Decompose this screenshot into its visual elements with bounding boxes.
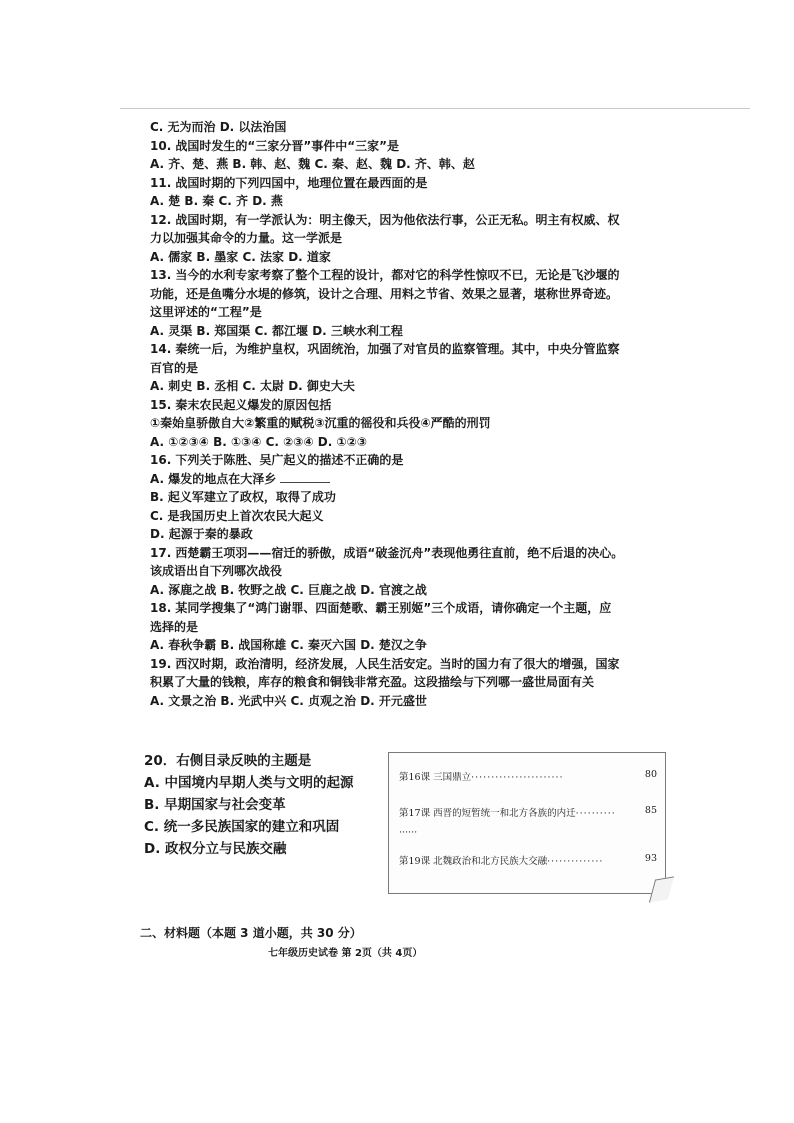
q14-stem-line2: 百官的是 <box>150 360 199 375</box>
q17-stem-line1: 17. 西楚霸王项羽——宿迁的骄傲，成语“破釜沉舟”表现他勇往直前，绝不后退的决心。 <box>150 545 624 560</box>
q16-stem: 16. 下列关于陈胜、吴广起义的描述不正确的是 <box>150 453 404 467</box>
question-block <box>150 118 690 710</box>
q20-option-c: C. 统一多民族国家的建立和巩固 <box>144 819 340 835</box>
q10-stem: 10. 战国时发生的“三家分晋”事件中“三家”是 <box>150 138 399 153</box>
q13-stem-line3: 这里评述的“工程”是 <box>150 305 262 319</box>
q20-option-b: B. 早期国家与社会变革 <box>144 797 286 813</box>
q18-stem-line1: 18. 某同学搜集了“鸿门谢罪、四面楚歌、霸王别姬”三个成语，请你确定一个主题，应 <box>150 601 612 615</box>
page-curl-decoration <box>649 876 674 902</box>
toc-page-number: 80 <box>644 769 657 780</box>
q13-stem-line1: 13. 当今的水利专家考察了整个工程的设计，都对它的科学性惊叹不已，无论是飞沙堰的 <box>150 268 620 282</box>
q12-stem-line1: 12. 战国时期，有一学派认为：明主像天，因为他依法行事，公正无私。明主有权威、权 <box>150 212 620 227</box>
q16-option-c: C. 是我国历史上首次农民大起义 <box>150 508 324 523</box>
toc-entry: 第16课 三国鼎立······················· 80 <box>399 769 657 783</box>
q18-options: A. 春秋争霸 B. 战国称雄 C. 秦灭六国 D. 楚汉之争 <box>150 638 427 652</box>
q10-options: A. 齐、楚、燕 B. 韩、赵、魏 C. 秦、赵、魏 D. 齐、韩、赵 <box>150 157 475 171</box>
q16-option-a: A. 爆发的地点在大泽乡 <box>150 470 690 489</box>
q16-option-d: D. 起源于秦的暴政 <box>150 527 253 541</box>
q12-stem-line2: 力以加强其命令的力量。这一学派是 <box>150 231 343 245</box>
q19-options: A. 文景之治 B. 光武中兴 C. 贞观之治 D. 开元盛世 <box>150 693 427 708</box>
q11-stem: 11. 战国时期的下列四国中，地理位置在最西面的是 <box>150 175 428 190</box>
q17-options: A. 涿鹿之战 B. 牧野之战 C. 巨鹿之战 D. 官渡之战 <box>150 582 427 597</box>
q15-options: A. ①②③④ B. ①③④ C. ②③④ D. ①②③ <box>150 434 367 449</box>
q9-option-cd: C. 无为而治 D. 以法治国 <box>150 120 287 134</box>
toc-ellipsis: ······ <box>399 827 418 838</box>
q20-option-d: D. 政权分立与民族交融 <box>144 841 287 857</box>
toc-page-number: 85 <box>644 805 657 816</box>
q19-stem-line2: 积累了大量的钱粮，库存的粮食和铜钱非常充盈。这段描绘与下列哪一盛世局面有关 <box>150 675 595 689</box>
q13-stem-line2: 功能，还是鱼嘴分水堤的修筑，设计之合理、用料之节省、效果之显著，堪称世界奇迹。 <box>150 286 619 301</box>
q13-options: A. 灵渠 B. 郑国渠 C. 都江堰 D. 三峡水利工程 <box>150 323 403 338</box>
page-footer: 七年级历史试卷 第 2页（共 4页） <box>268 948 423 959</box>
q16-option-b: B. 起义军建立了政权，取得了成功 <box>150 490 336 504</box>
q15-items: ①秦始皇骄傲自大②繁重的赋税③沉重的徭役和兵役④严酷的刑罚 <box>150 416 491 430</box>
toc-page-number: 93 <box>644 853 657 864</box>
q18-stem-line2: 选择的是 <box>150 619 199 634</box>
q12-options: A. 儒家 B. 墨家 C. 法家 D. 道家 <box>150 249 331 264</box>
toc-entry: 第17课 西晋的短暂统一和北方各族的内迁·········· 85 <box>399 805 657 819</box>
toc-entry: 第19课 北魏政治和北方民族大交融·············· 93 <box>399 853 657 867</box>
section-heading: 二、材料题（本题 3 道小题，共 30 分） <box>140 926 362 940</box>
q19-stem-line1: 19. 西汉时期，政治清明，经济发展，人民生活安定。当时的国力有了很大的增强，国家 <box>150 656 620 671</box>
table-of-contents-image <box>388 752 666 894</box>
q14-options: A. 刺史 B. 丞相 C. 太尉 D. 御史大夫 <box>150 379 355 393</box>
q20-block <box>144 750 394 860</box>
answer-blank <box>280 470 330 483</box>
page-top-rule <box>120 108 750 109</box>
q20-option-a: A. 中国境内早期人类与文明的起源 <box>144 775 354 791</box>
q11-options: A. 楚 B. 秦 C. 齐 D. 燕 <box>150 194 283 208</box>
q14-stem-line1: 14. 秦统一后，为维护皇权，巩固统治，加强了对官员的监察管理。其中，中央分管监察 <box>150 342 620 356</box>
q20-stem: 20．右侧目录反映的主题是 <box>144 753 312 769</box>
q15-stem: 15. 秦末农民起义爆发的原因包括 <box>150 397 332 412</box>
q17-stem-line2: 该成语出自下列哪次战役 <box>150 564 283 578</box>
